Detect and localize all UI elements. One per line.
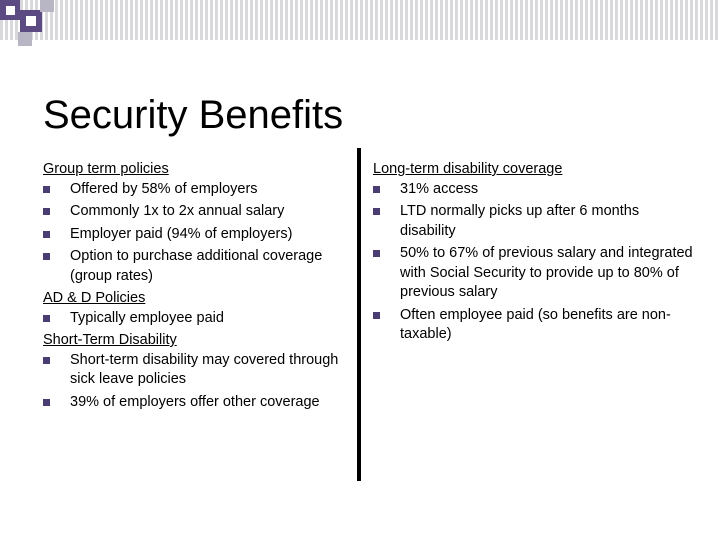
bullet-icon xyxy=(373,186,380,193)
section-heading-group-term: Group term policies xyxy=(43,161,169,177)
bullet-icon xyxy=(43,231,50,238)
right-column xyxy=(373,160,693,348)
list-item: Often employee paid (so benefits are non-taxable) xyxy=(373,306,693,345)
bullet-icon xyxy=(43,315,50,322)
list-item: Employer paid (94% of employers) xyxy=(43,225,353,245)
bullet-icon xyxy=(43,399,50,406)
list-item: Option to purchase additional coverage (group rates) xyxy=(43,247,353,286)
slide-title: Security Benefits xyxy=(43,92,344,137)
list-item: Typically employee paid xyxy=(43,309,353,329)
section-heading-add-policies: AD & D Policies xyxy=(43,290,146,306)
top-decorative-band xyxy=(0,0,720,40)
corner-squares-decoration xyxy=(0,0,60,48)
list-item: Short-term disability may covered through sick leave policies xyxy=(43,351,353,390)
bullet-icon xyxy=(43,357,50,364)
bullet-icon xyxy=(373,208,380,215)
bullet-icon xyxy=(43,208,50,215)
list-item: 50% to 67% of previous salary and integrated with Social Security to provide up to 80% of previous salary xyxy=(373,244,693,303)
bullet-icon xyxy=(43,186,50,193)
section-heading-short-term-disability: Short-Term Disability xyxy=(43,332,177,348)
section-heading-long-term-disability: Long-term disability coverage xyxy=(373,161,563,177)
bullet-icon xyxy=(373,312,380,319)
list-item: LTD normally picks up after 6 months disability xyxy=(373,202,693,241)
list-item: 39% of employers offer other coverage xyxy=(43,393,353,413)
left-column xyxy=(43,160,353,415)
bullet-icon xyxy=(43,253,50,260)
bullet-icon xyxy=(373,250,380,257)
list-item: Commonly 1x to 2x annual salary xyxy=(43,202,353,222)
list-item: 31% access xyxy=(373,180,693,200)
column-divider xyxy=(357,148,361,481)
list-item: Offered by 58% of employers xyxy=(43,180,353,200)
